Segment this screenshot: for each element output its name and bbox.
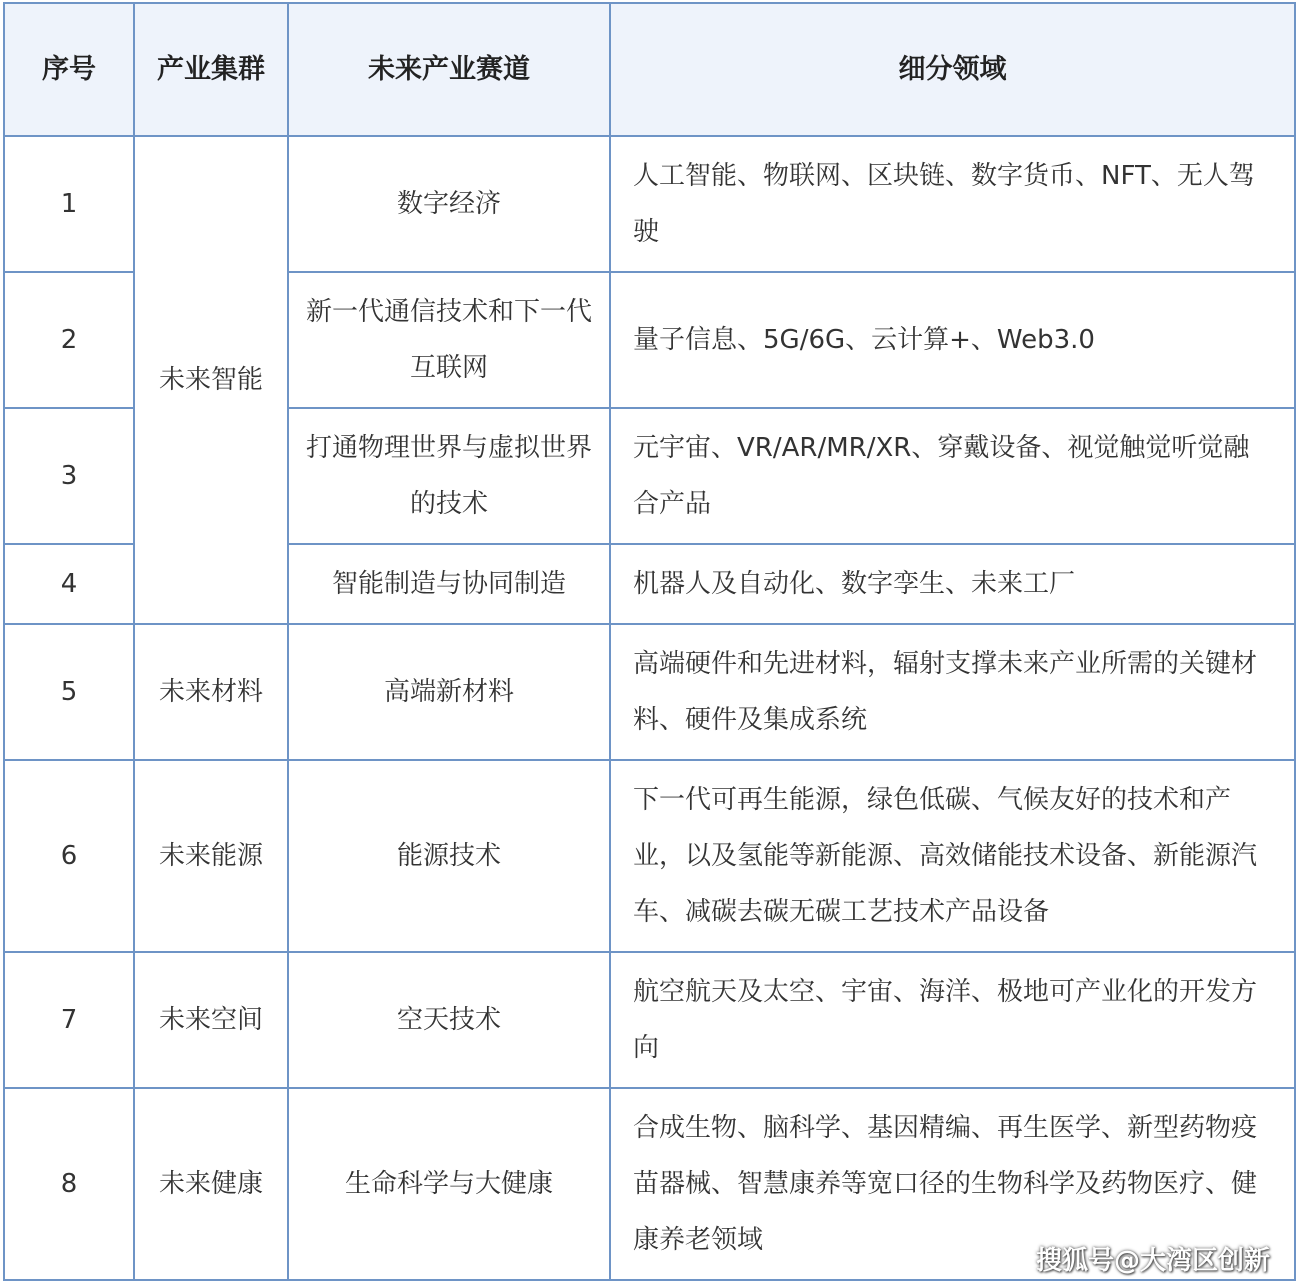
cluster-cell: 未来能源 (134, 760, 288, 952)
detail-cell: 量子信息、5G/6G、云计算+、Web3.0 (610, 272, 1295, 408)
row-number: 2 (4, 272, 134, 408)
row-number: 5 (4, 624, 134, 760)
detail-cell: 航空航天及太空、宇宙、海洋、极地可产业化的开发方向 (610, 952, 1295, 1088)
track-cell: 生命科学与大健康 (288, 1088, 610, 1280)
detail-cell: 机器人及自动化、数字孪生、未来工厂 (610, 544, 1295, 624)
detail-cell: 人工智能、物联网、区块链、数字货币、NFT、无人驾驶 (610, 136, 1295, 272)
cluster-cell: 未来智能 (134, 136, 288, 624)
row-number: 3 (4, 408, 134, 544)
detail-cell: 合成生物、脑科学、基因精编、再生医学、新型药物疫苗器械、智慧康养等宽口径的生物科学及药物医疗、健康养老领域 (610, 1088, 1295, 1280)
detail-cell: 高端硬件和先进材料，辐射支撑未来产业所需的关键材料、硬件及集成系统 (610, 624, 1295, 760)
header-track: 未来产业赛道 (288, 3, 610, 136)
track-cell: 打通物理世界与虚拟世界的技术 (288, 408, 610, 544)
track-cell: 空天技术 (288, 952, 610, 1088)
cluster-cell: 未来健康 (134, 1088, 288, 1280)
track-cell: 数字经济 (288, 136, 610, 272)
track-cell: 能源技术 (288, 760, 610, 952)
header-no: 序号 (4, 3, 134, 136)
table-header-row (4, 3, 1295, 136)
track-cell: 新一代通信技术和下一代互联网 (288, 272, 610, 408)
track-cell: 智能制造与协同制造 (288, 544, 610, 624)
industry-table (3, 2, 1296, 1281)
table-row (4, 952, 1295, 1088)
table-row (4, 760, 1295, 952)
row-number: 8 (4, 1088, 134, 1280)
detail-cell: 下一代可再生能源，绿色低碳、气候友好的技术和产业，以及氢能等新能源、高效储能技术设备、新能源汽车、减碳去碳无碳工艺技术产品设备 (610, 760, 1295, 952)
track-cell: 高端新材料 (288, 624, 610, 760)
row-number: 4 (4, 544, 134, 624)
cluster-cell: 未来空间 (134, 952, 288, 1088)
row-number: 1 (4, 136, 134, 272)
row-number: 6 (4, 760, 134, 952)
detail-cell: 元宇宙、VR/AR/MR/XR、穿戴设备、视觉触觉听觉融合产品 (610, 408, 1295, 544)
watermark: 搜狐号@大湾区创新 (1035, 1246, 1270, 1276)
table-row (4, 136, 1295, 272)
cluster-cell: 未来材料 (134, 624, 288, 760)
header-cluster: 产业集群 (134, 3, 288, 136)
row-number: 7 (4, 952, 134, 1088)
header-detail: 细分领域 (610, 3, 1295, 136)
table-row (4, 624, 1295, 760)
